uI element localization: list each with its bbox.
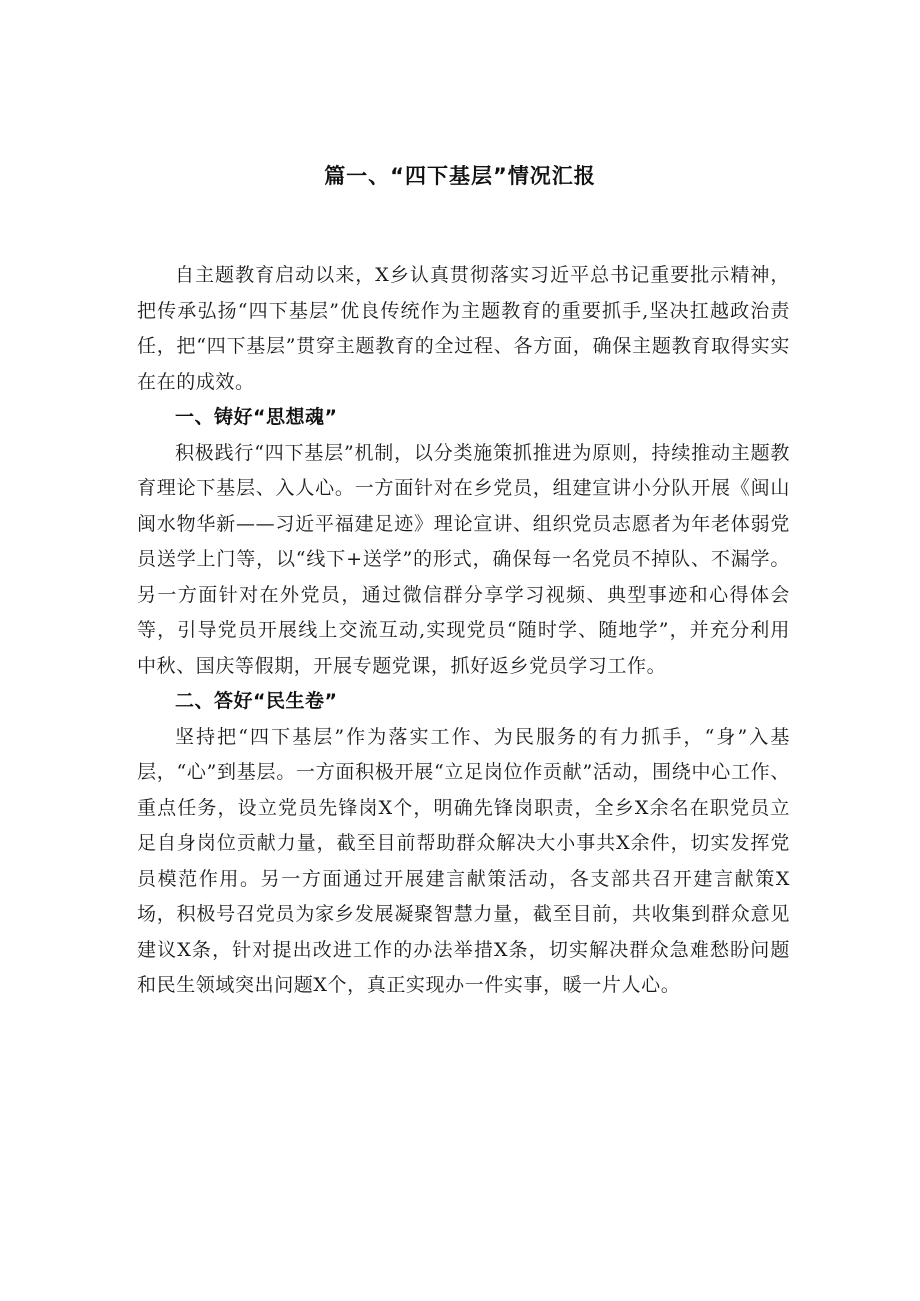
- section-heading-thought: 一、铸好“思想魂”: [175, 406, 338, 428]
- section-paragraph-livelihood: 坚持把“四下基层”作为落实工作、为民服务的有力抓手，“身”入基层，“心”到基层。一方面积极开展“立足岗位作贡献”活动，围绕中心工作、重点任务，设立党员先锋岗X个，明确先锋岗职责，全乡X余名在职党员立足自身岗位贡献力量，截至目前帮助群众解决大小事共X余件，切实发挥党员模范作用。另一方面通过开展建言献策活动，各支部共召开建言献策X场，积极号召党员为家乡发展凝聚智慧力量，截至目前，共收集到群众意见建议X条，针对提出改进工作的办法举措X条，切实解决群众急难愁盼问题和民生领域突出问题X个，真正实现办一件实事，暖一片人心。: [137, 725, 790, 996]
- document-body: [137, 258, 790, 1004]
- section-paragraph-thought: 积极践行“四下基层”机制，以分类施策抓推进为原则，持续推动主题教育理论下基层、入人心。一方面针对在乡党员，组建宣讲小分队开展《闽山闽水物华新——习近平福建足迹》理论宣讲、组织党员志愿者为年老体弱党员送学上门等，以“线下+送学”的形式，确保每一名党员不掉队、不漏学。另一方面针对在外党员，通过微信群分享学习视频、典型事迹和心得体会等，引导党员开展线上交流互动,实现党员“随时学、随地学”，并充分利用中秋、国庆等假期，开展专题党课，抓好返乡党员学习工作。: [137, 441, 790, 677]
- section-heading-livelihood: 二、答好“民生卷”: [175, 690, 338, 712]
- document-title: 篇一、“四下基层”情况汇报: [324, 164, 596, 188]
- intro-paragraph: 自主题教育启动以来，X乡认真贯彻落实习近平总书记重要批示精神，把传承弘扬“四下基层”优良传统作为主题教育的重要抓手,坚决扛越政治责任，把“四下基层”贯穿主题教育的全过程、各方面，确保主题教育取得实实在在的成效。: [137, 264, 790, 393]
